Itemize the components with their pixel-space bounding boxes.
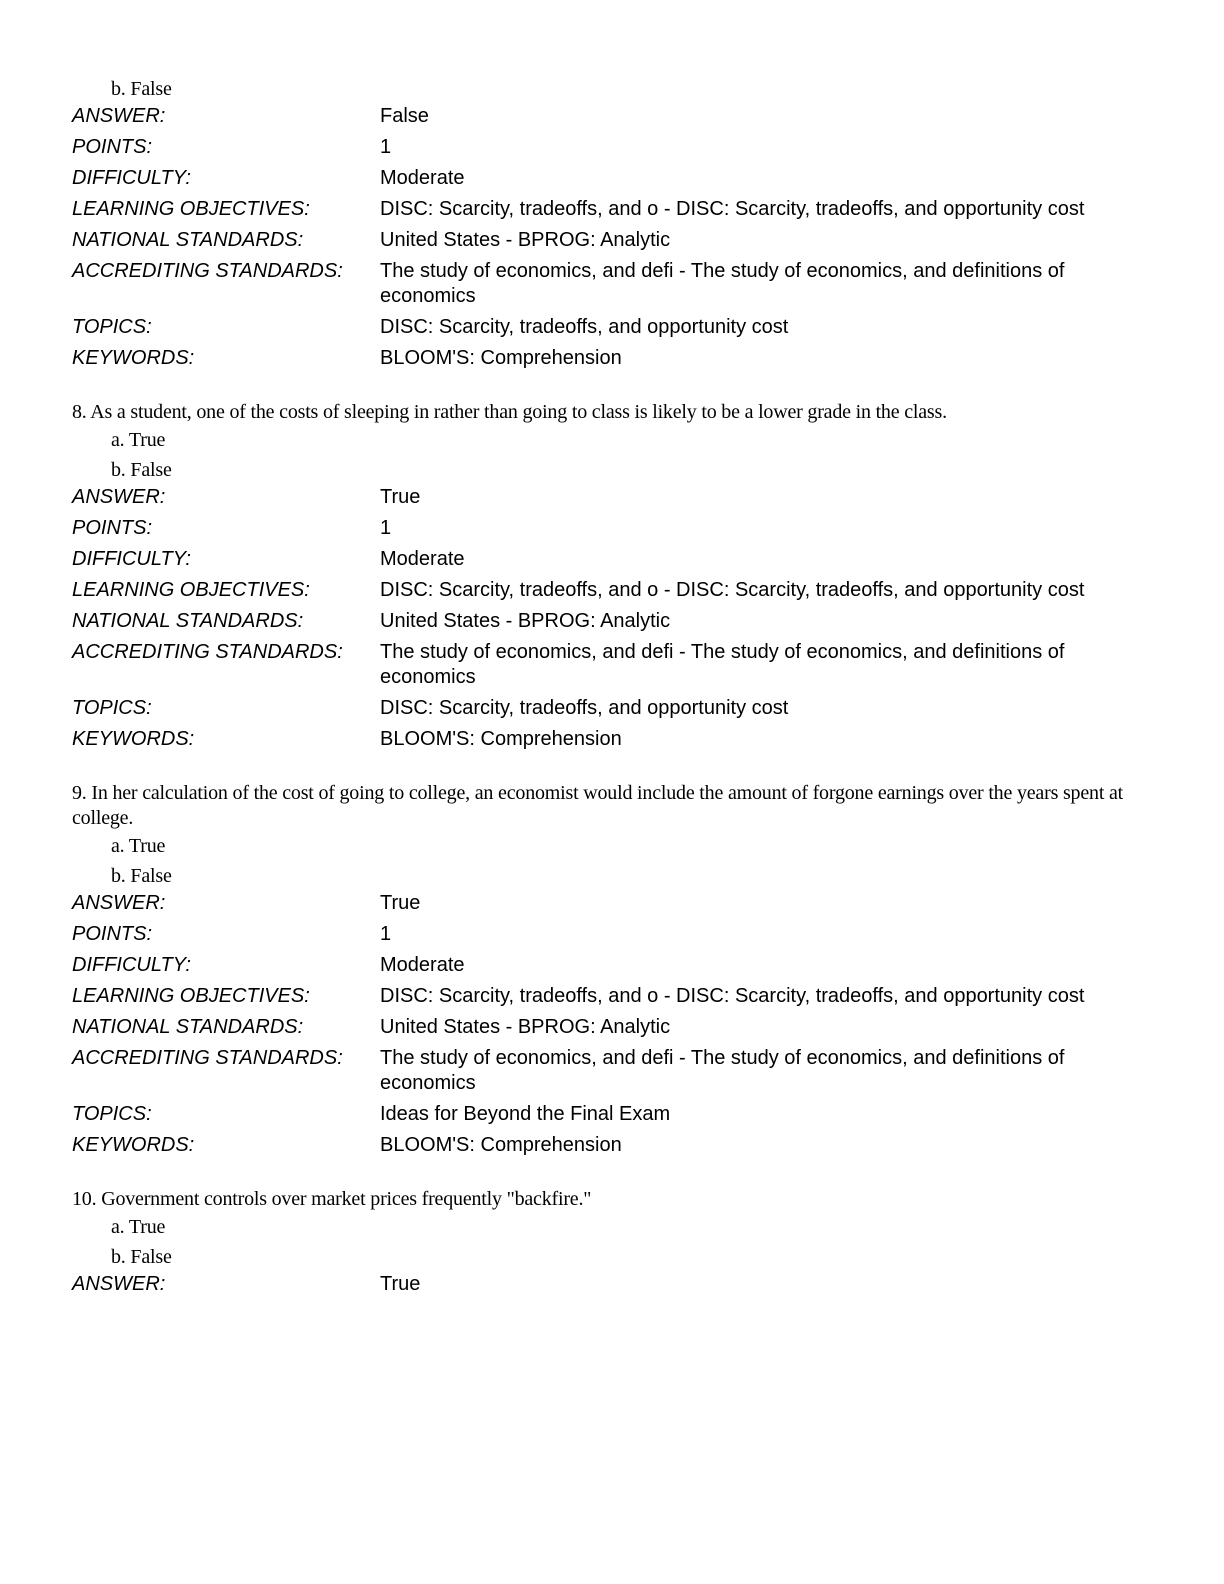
keywords-label: KEYWORDS: <box>72 728 195 750</box>
points-value: 1 <box>380 136 392 158</box>
national-standards-row <box>72 609 1152 634</box>
accrediting-standards-value: The study of economics, and defi - The study of economics, and definitions of economics <box>380 641 1065 688</box>
points-value: 1 <box>380 517 392 539</box>
answer-value: True <box>380 1273 421 1295</box>
answer-label: ANSWER: <box>72 486 166 508</box>
option-a: a. True <box>111 429 166 451</box>
difficulty-label: DIFFICULTY: <box>72 548 191 570</box>
learning-objectives-row <box>72 197 1152 222</box>
difficulty-row <box>72 166 1152 191</box>
question-text: 10. Government controls over market prices frequently "backfire." <box>72 1188 592 1210</box>
difficulty-label: DIFFICULTY: <box>72 167 191 189</box>
learning-objectives-value: DISC: Scarcity, tradeoffs, and o - DISC: Scarcity, tradeoffs, and opportunity cost <box>380 579 1085 601</box>
answer-row <box>72 104 1152 129</box>
national-standards-row <box>72 1015 1152 1040</box>
learning-objectives-label: LEARNING OBJECTIVES: <box>72 985 310 1007</box>
points-label: POINTS: <box>72 136 153 158</box>
keywords-value: BLOOM'S: Comprehension <box>380 1134 622 1156</box>
keywords-row <box>72 1133 1152 1158</box>
national-standards-value: United States - BPROG: Analytic <box>380 1016 671 1038</box>
difficulty-value: Moderate <box>380 954 465 976</box>
difficulty-value: Moderate <box>380 167 465 189</box>
accrediting-standards-row <box>72 259 1152 309</box>
answer-row <box>72 1272 1152 1297</box>
answer-row <box>72 485 1152 510</box>
difficulty-row <box>72 953 1152 978</box>
accrediting-standards-row <box>72 1046 1152 1096</box>
points-row <box>72 922 1152 947</box>
topics-value: Ideas for Beyond the Final Exam <box>380 1103 671 1125</box>
question-7 <box>72 74 1152 371</box>
topics-row <box>72 1102 1152 1127</box>
answer-label: ANSWER: <box>72 105 166 127</box>
accrediting-standards-label: ACCREDITING STANDARDS: <box>72 641 343 663</box>
option-b: b. False <box>111 78 172 100</box>
option-b: b. False <box>111 459 172 481</box>
keywords-value: BLOOM'S: Comprehension <box>380 728 622 750</box>
document-page <box>72 74 1152 1326</box>
points-label: POINTS: <box>72 517 153 539</box>
answer-value: True <box>380 486 421 508</box>
difficulty-value: Moderate <box>380 548 465 570</box>
answer-value: True <box>380 892 421 914</box>
national-standards-row <box>72 228 1152 253</box>
topics-row <box>72 315 1152 340</box>
option-b: b. False <box>111 865 172 887</box>
accrediting-standards-value: The study of economics, and defi - The study of economics, and definitions of economics <box>380 260 1065 307</box>
accrediting-standards-value: The study of economics, and defi - The study of economics, and definitions of economics <box>380 1047 1065 1094</box>
points-row <box>72 516 1152 541</box>
option-a: a. True <box>111 835 166 857</box>
accrediting-standards-label: ACCREDITING STANDARDS: <box>72 1047 343 1069</box>
option-b: b. False <box>111 1246 172 1268</box>
difficulty-row <box>72 547 1152 572</box>
answer-row <box>72 891 1152 916</box>
difficulty-label: DIFFICULTY: <box>72 954 191 976</box>
topics-row <box>72 696 1152 721</box>
keywords-value: BLOOM'S: Comprehension <box>380 347 622 369</box>
question-8 <box>72 400 1152 752</box>
points-label: POINTS: <box>72 923 153 945</box>
national-standards-label: NATIONAL STANDARDS: <box>72 229 304 251</box>
topics-label: TOPICS: <box>72 1103 152 1125</box>
keywords-row <box>72 727 1152 752</box>
national-standards-label: NATIONAL STANDARDS: <box>72 610 304 632</box>
question-9 <box>72 781 1152 1158</box>
learning-objectives-value: DISC: Scarcity, tradeoffs, and o - DISC: Scarcity, tradeoffs, and opportunity cost <box>380 198 1085 220</box>
question-text: 9. In her calculation of the cost of going to college, an economist would include the amount of forgone earnings over the years spent at college. <box>72 782 1124 829</box>
points-row <box>72 135 1152 160</box>
topics-label: TOPICS: <box>72 697 152 719</box>
learning-objectives-row <box>72 578 1152 603</box>
learning-objectives-label: LEARNING OBJECTIVES: <box>72 579 310 601</box>
topics-value: DISC: Scarcity, tradeoffs, and opportunity cost <box>380 697 789 719</box>
answer-label: ANSWER: <box>72 1273 166 1295</box>
keywords-row <box>72 346 1152 371</box>
learning-objectives-label: LEARNING OBJECTIVES: <box>72 198 310 220</box>
national-standards-value: United States - BPROG: Analytic <box>380 229 671 251</box>
learning-objectives-row <box>72 984 1152 1009</box>
keywords-label: KEYWORDS: <box>72 347 195 369</box>
answer-value: False <box>380 105 429 127</box>
points-value: 1 <box>380 923 392 945</box>
option-a: a. True <box>111 1216 166 1238</box>
keywords-label: KEYWORDS: <box>72 1134 195 1156</box>
national-standards-value: United States - BPROG: Analytic <box>380 610 671 632</box>
accrediting-standards-row <box>72 640 1152 690</box>
question-10 <box>72 1187 1152 1297</box>
accrediting-standards-label: ACCREDITING STANDARDS: <box>72 260 343 282</box>
answer-label: ANSWER: <box>72 892 166 914</box>
question-text: 8. As a student, one of the costs of sleeping in rather than going to class is likely to be a lower grade in the class. <box>72 401 947 423</box>
topics-value: DISC: Scarcity, tradeoffs, and opportunity cost <box>380 316 789 338</box>
learning-objectives-value: DISC: Scarcity, tradeoffs, and o - DISC: Scarcity, tradeoffs, and opportunity cost <box>380 985 1085 1007</box>
national-standards-label: NATIONAL STANDARDS: <box>72 1016 304 1038</box>
topics-label: TOPICS: <box>72 316 152 338</box>
